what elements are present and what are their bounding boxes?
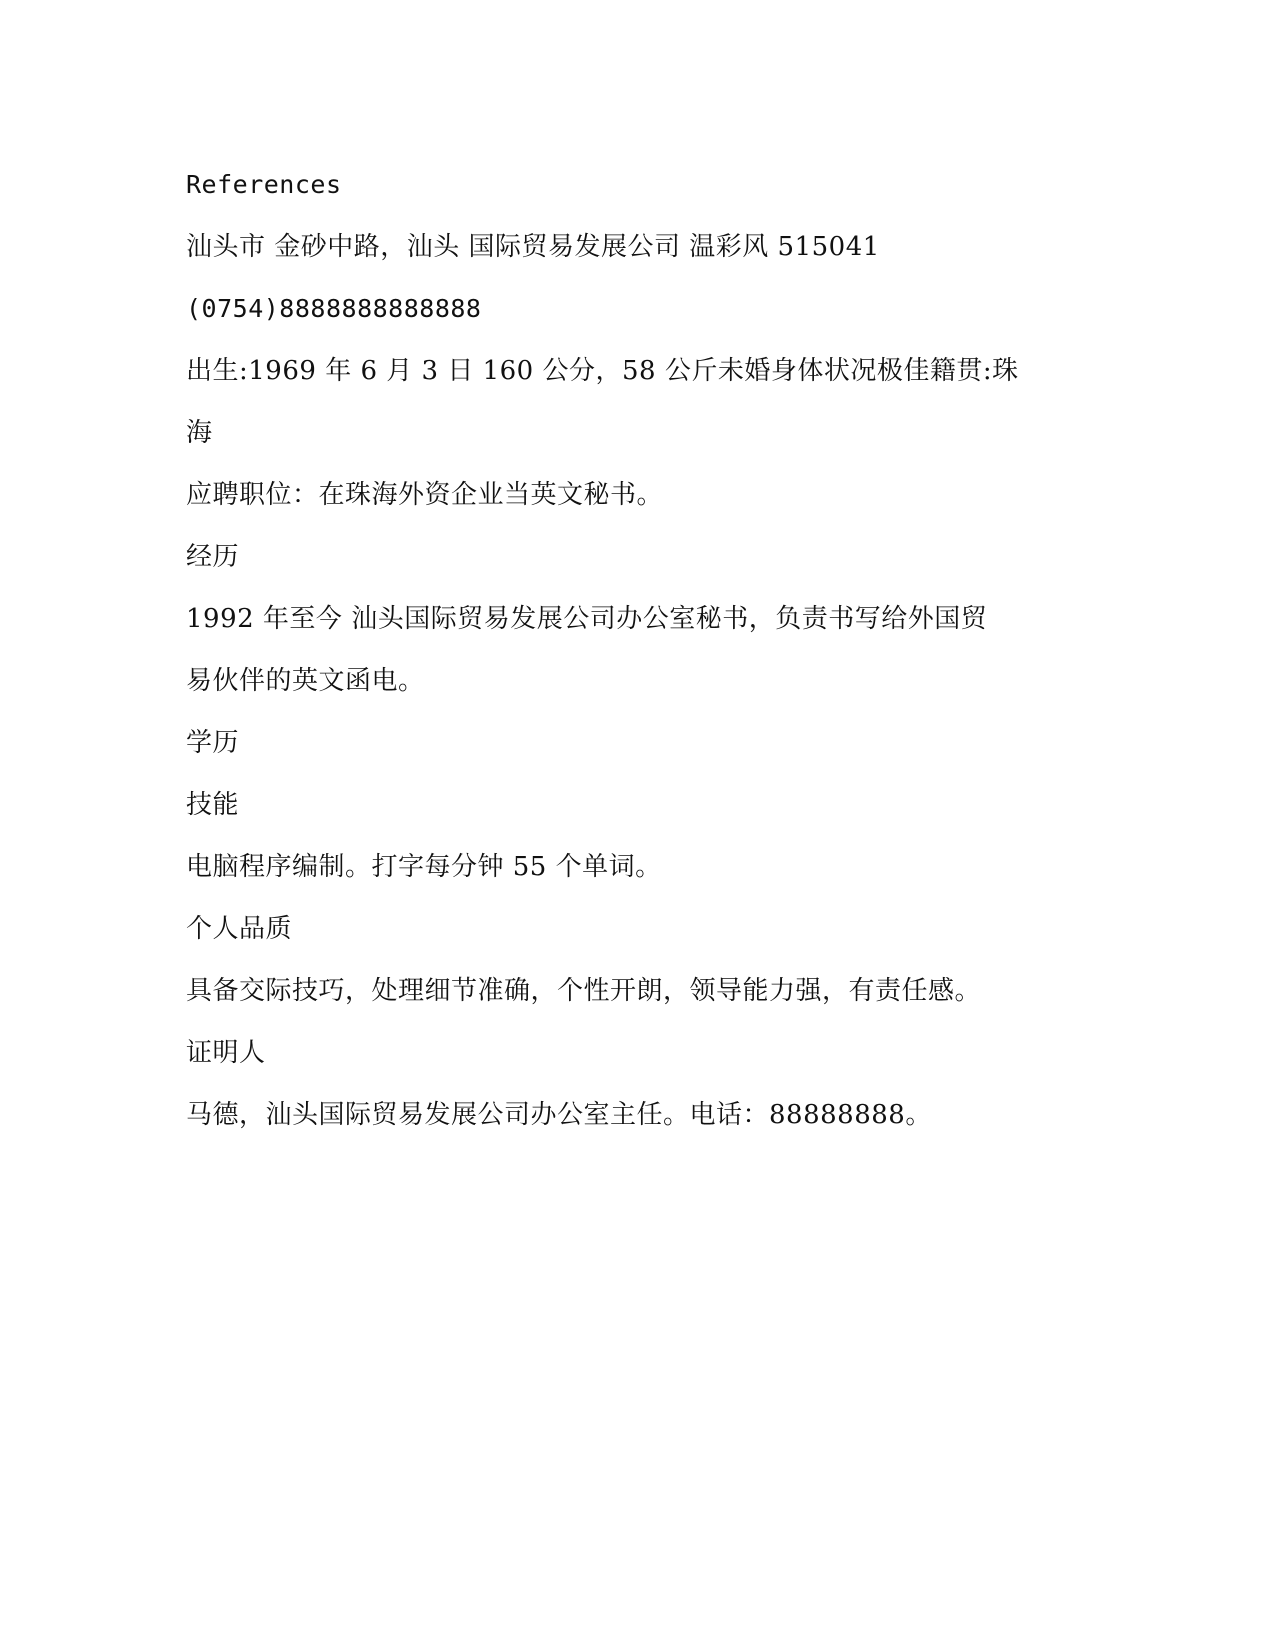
experience-line: 1992 年至今 汕头国际贸易发展公司办公室秘书，负责书写给外国贸 (186, 604, 988, 634)
education-heading: 学历 (186, 728, 240, 758)
phone-line: (0754)8888888888888 (186, 294, 482, 323)
experience-line-continued: 易伙伴的英文函电。 (186, 666, 425, 696)
referee-heading: 证明人 (186, 1038, 266, 1068)
skills-heading: 技能 (186, 790, 240, 820)
experience-heading: 经历 (186, 542, 240, 572)
personal-qualities-line: 具备交际技巧，处理细节准确，个性开朗，领导能力强，有责任感。 (186, 976, 982, 1006)
resume-body (186, 154, 1026, 1146)
personal-info-line-continued: 海 (186, 418, 213, 448)
references-heading: References (186, 170, 342, 199)
address-line: 汕头市 金砂中路，汕头 国际贸易发展公司 温彩风 515041 (186, 232, 880, 262)
personal-qualities-heading: 个人品质 (186, 914, 293, 944)
skills-line: 电脑程序编制。打字每分钟 55 个单词。 (186, 852, 662, 882)
personal-info-line: 出生:1969 年 6 月 3 日 160 公分，58 公斤未婚身体状况极佳籍贯:珠 (186, 356, 1019, 386)
referee-line: 马德，汕头国际贸易发展公司办公室主任。电话：88888888。 (186, 1100, 932, 1130)
position-applied-line: 应聘职位：在珠海外资企业当英文秘书。 (186, 480, 664, 510)
